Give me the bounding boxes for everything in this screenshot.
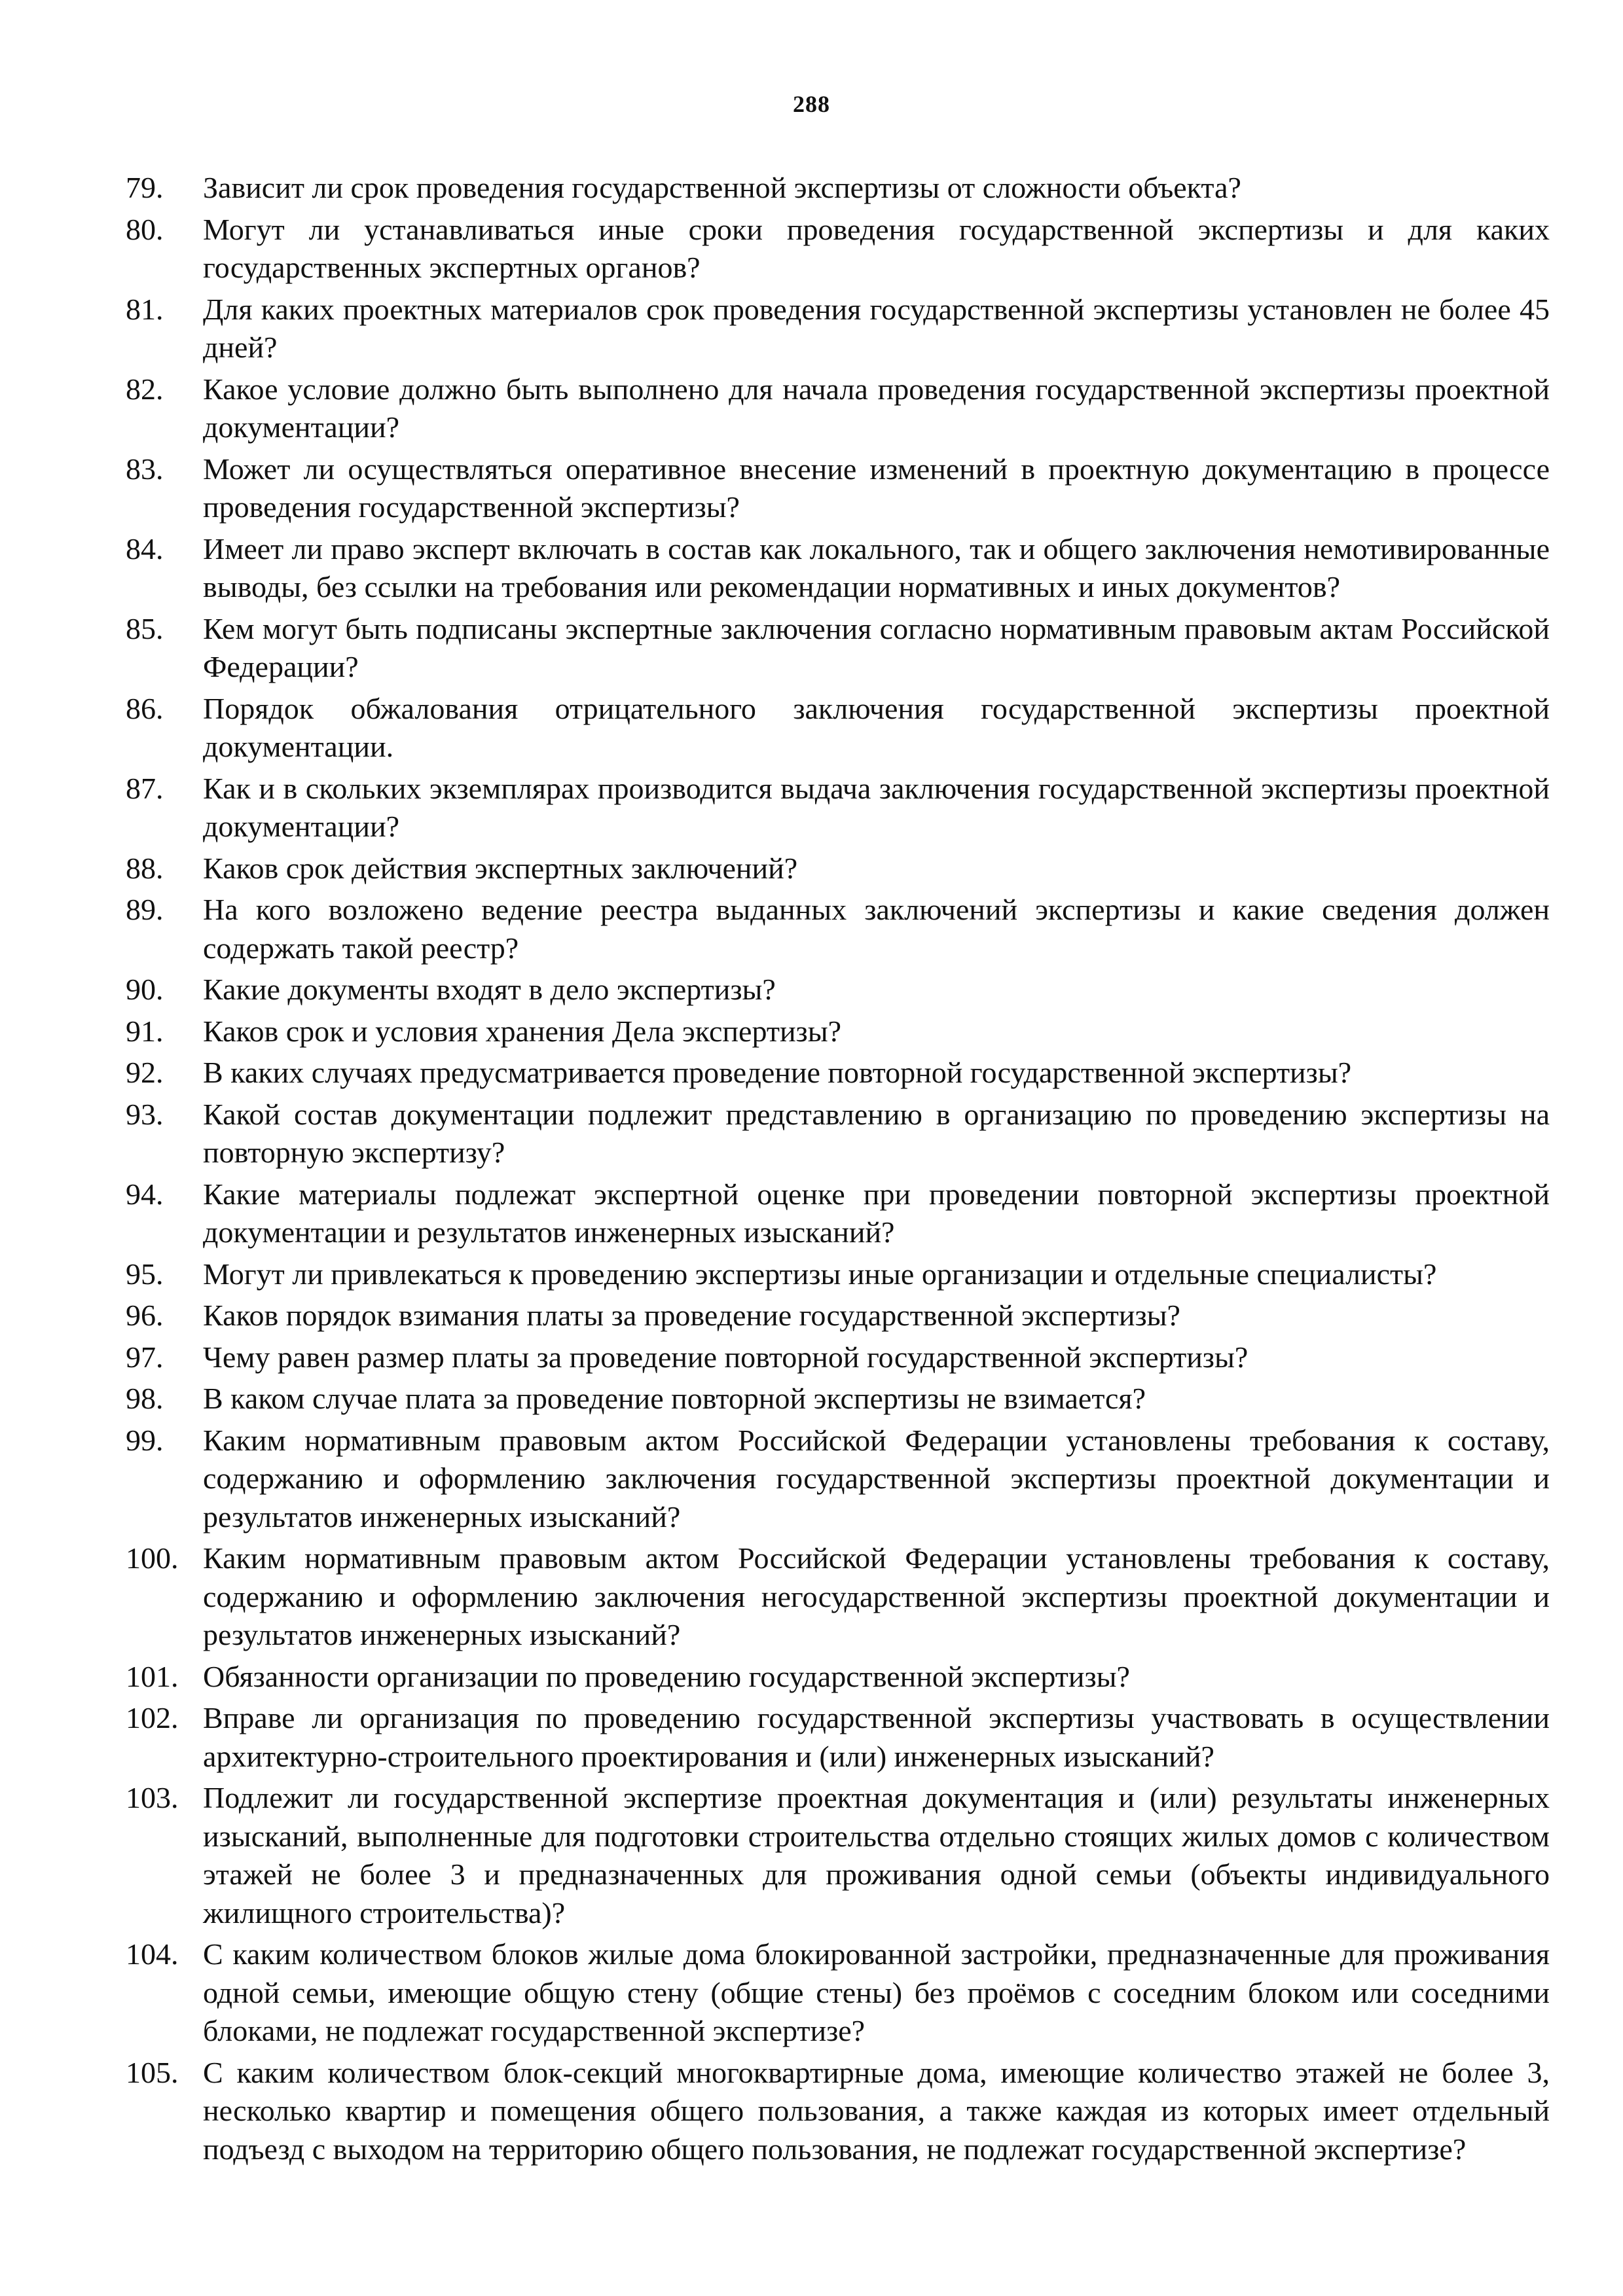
question-item — [126, 169, 1550, 207]
question-text: Кем могут быть подписаны экспертные заключения согласно нормативным правовым актам Российской Федерации? — [203, 611, 1550, 683]
question-number: 81. — [126, 292, 164, 326]
question-text: Какие материалы подлежат экспертной оценке при проведении повторной экспертизы проектной документации и результатов инженерных изысканий? — [203, 1177, 1550, 1249]
question-text: В каких случаях предусматривается проведение повторной государственной экспертизы? — [203, 1056, 1352, 1089]
question-item — [126, 2054, 1550, 2169]
question-item — [126, 1175, 1550, 1252]
question-text: Могут ли привлекаться к проведению экспертизы иные организации и отдельные специалисты? — [203, 1257, 1437, 1291]
question-item — [126, 1096, 1550, 1172]
question-item — [126, 1013, 1550, 1051]
question-item — [126, 610, 1550, 687]
question-number: 104. — [126, 1937, 179, 1971]
question-number: 97. — [126, 1340, 164, 1374]
question-item — [126, 370, 1550, 447]
page-number: 288 — [793, 91, 830, 117]
question-text: Могут ли устанавливаться иные сроки проведения государственной экспертизы и для каких государственных экспертных органов? — [203, 212, 1550, 284]
question-item — [126, 450, 1550, 527]
question-text: На кого возложено ведение реестра выданных заключений экспертизы и какие сведения должен содержать такой реестр? — [203, 893, 1550, 965]
question-number: 90. — [126, 973, 164, 1006]
question-text: Может ли осуществляться оперативное внесение изменений в проектную документацию в процессе проведения государственной экспертизы? — [203, 452, 1550, 524]
question-number: 96. — [126, 1299, 164, 1332]
question-number: 83. — [126, 452, 164, 486]
question-item — [126, 1699, 1550, 1776]
question-number: 103. — [126, 1781, 179, 1814]
question-number: 88. — [126, 851, 164, 885]
question-item — [126, 1779, 1550, 1932]
question-number: 92. — [126, 1056, 164, 1089]
question-item — [126, 1338, 1550, 1377]
question-number: 101. — [126, 1659, 179, 1693]
question-item — [126, 1658, 1550, 1696]
question-text: С каким количеством блок-секций многоквартирные дома, имеющие количество этажей не более 3, несколько квартир и помещения общего пользования, а также каждая из которых имеет отдельный подъезд с выходом на территорию общего пользования, не подлежат государственной экспертизе? — [203, 2055, 1550, 2166]
question-text: Каков срок действия экспертных заключений? — [203, 851, 798, 885]
question-text: Каков срок и условия хранения Дела экспертизы? — [203, 1014, 842, 1048]
question-text: Имеет ли право эксперт включать в состав как локального, так и общего заключения немотивированные выводы, без ссылки на требования или рекомендации нормативных и иных документов? — [203, 531, 1550, 603]
question-text: Чему равен размер платы за проведение повторной государственной экспертизы? — [203, 1340, 1249, 1374]
question-number: 100. — [126, 1541, 179, 1575]
question-text: Какой состав документации подлежит представлению в организацию по проведению экспертизы на повторную экспертизу? — [203, 1097, 1550, 1169]
question-text: В каком случае плата за проведение повторной экспертизы не взимается? — [203, 1382, 1146, 1415]
question-number: 87. — [126, 771, 164, 805]
question-number: 98. — [126, 1382, 164, 1415]
question-text: Порядок обжалования отрицательного заключения государственной экспертизы проектной документации. — [203, 691, 1550, 763]
question-number: 93. — [126, 1097, 164, 1131]
question-number: 99. — [126, 1423, 164, 1457]
question-number: 84. — [126, 531, 164, 565]
question-item — [126, 850, 1550, 888]
question-text: С каким количеством блоков жилые дома блокированной застройки, предназначенные для проживания одной семьи, имеющие общую стену (общие стены) без проёмов с соседним блоком или соседними блоками, не подлежат государственной экспертизе? — [203, 1937, 1550, 2047]
question-item — [126, 1539, 1550, 1655]
question-number: 85. — [126, 611, 164, 645]
question-text: Как и в скольких экземплярах производится выдача заключения государственной экспертизы проектной документации? — [203, 771, 1550, 843]
question-item — [126, 1255, 1550, 1294]
question-number: 79. — [126, 171, 164, 204]
question-item — [126, 971, 1550, 1009]
question-item — [126, 690, 1550, 766]
question-text: Зависит ли срок проведения государственной экспертизы от сложности объекта? — [203, 171, 1241, 204]
question-text: Каким нормативным правовым актом Российской Федерации установлены требования к составу, содержанию и оформлению заключения государственной экспертизы проектной документации и результатов инженерных изысканий? — [203, 1423, 1550, 1534]
question-item — [126, 1054, 1550, 1092]
question-number: 105. — [126, 2055, 179, 2089]
question-text: Вправе ли организация по проведению государственной экспертизы участвовать в осуществлении архитектурно-строительного проектирования и (или) инженерных изысканий? — [203, 1701, 1550, 1773]
question-item — [126, 530, 1550, 607]
question-list — [126, 169, 1550, 2172]
question-text: Для каких проектных материалов срок проведения государственной экспертизы установлен не более 45 дней? — [203, 292, 1550, 364]
question-item — [126, 291, 1550, 367]
question-item — [126, 1380, 1550, 1418]
question-number: 102. — [126, 1701, 179, 1734]
question-text: Каким нормативным правовым актом Российской Федерации установлены требования к составу, содержанию и оформлению заключения негосударственной экспертизы проектной документации и результатов инженерных изысканий? — [203, 1541, 1550, 1651]
question-text: Какое условие должно быть выполнено для начала проведения государственной экспертизы проектной документации? — [203, 372, 1550, 444]
question-number: 95. — [126, 1257, 164, 1291]
question-item — [126, 211, 1550, 287]
question-item — [126, 770, 1550, 846]
question-number: 80. — [126, 212, 164, 246]
question-item — [126, 1297, 1550, 1335]
question-item — [126, 1935, 1550, 2051]
question-item — [126, 891, 1550, 967]
question-text: Обязанности организации по проведению государственной экспертизы? — [203, 1659, 1130, 1693]
question-number: 86. — [126, 691, 164, 725]
question-text: Подлежит ли государственной экспертизе проектная документация и (или) результаты инженерных изысканий, выполненные для подготовки строительства отдельно стоящих жилых домов с количеством этажей не более 3 и предназначенных для проживания одной семьи (объекты индивидуального жилищного строительства)? — [203, 1781, 1550, 1929]
question-number: 94. — [126, 1177, 164, 1211]
question-text: Какие документы входят в дело экспертизы? — [203, 973, 776, 1006]
question-number: 91. — [126, 1014, 164, 1048]
question-item — [126, 1422, 1550, 1537]
question-number: 89. — [126, 893, 164, 926]
question-number: 82. — [126, 372, 164, 406]
question-text: Каков порядок взимания платы за проведение государственной экспертизы? — [203, 1299, 1180, 1332]
